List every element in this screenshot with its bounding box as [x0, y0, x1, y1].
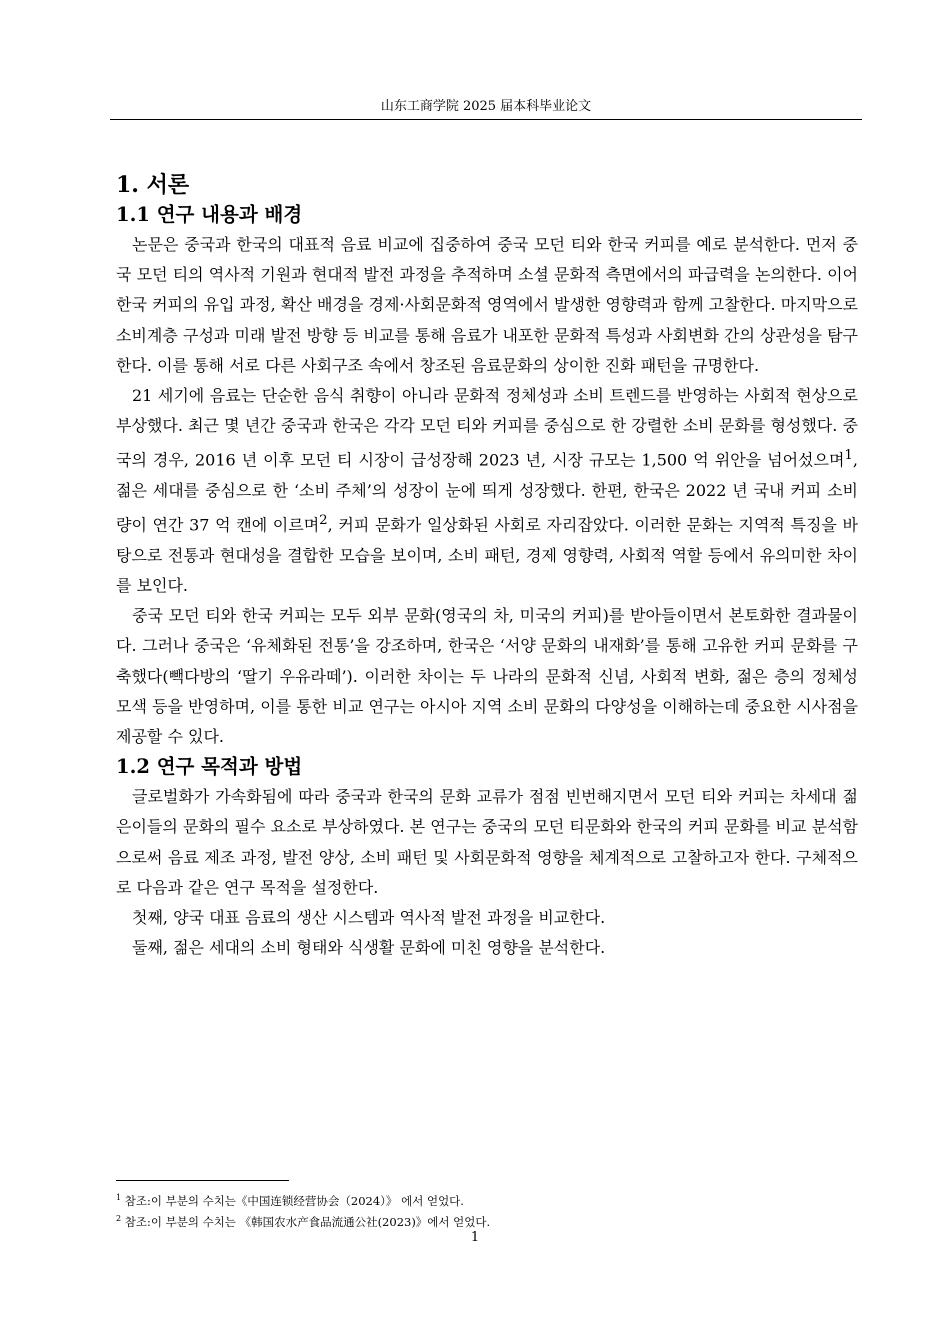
- footnote-mark-2: 2: [116, 1213, 122, 1223]
- footnote-text: 참조:이 부분의 수치는 《韩国农水产食品流通公社(2023)》에서 얻었다.: [124, 1214, 491, 1229]
- paragraph-1-1-2: [116, 381, 858, 601]
- footnote-text: 참조:이 부분의 수치는《中国连锁经营协会（2024）》 에서 얻었다.: [124, 1193, 464, 1208]
- header-rule: [110, 119, 862, 120]
- footnote-2: [116, 1210, 858, 1231]
- paragraph-1-2-1: 글로벌화가 가속화됨에 따라 중국과 한국의 문화 교류가 점점 빈번해지면서 모던 티와 커피는 차세대 젊은이들의 문화의 필수 요소로 부상하였다. 본 연구는 중국의 모던 티문화와 한국의 커피 문화를 비교 분석함으로써 음료 제조 과정, 발전 양상, 소비 패턴 및 사회문화적 영향을 체계적으로 고찰하고자 한다. 구체적으로 다음과 같은 연구 목적을 설정한다.: [116, 787, 858, 897]
- footnote-ref-1: 1: [844, 448, 853, 464]
- paragraph-text: 21 세기에 음료는 단순한 음식 취향이 아니라 문화적 정체성과 소비 트렌드를 반영하는 사회적 현상으로 부상했다. 최근 몇 년간 중국과 한국은 각각 모던 티와 커피를 중심으로 한 강렬한 소비 문화를 형성했다. 중국의 경우, 2016 년 이후 모던 티 시장이 급성장해 2023 년, 시장 규모는 1,500 억 위안을 넘어섰으며: [116, 386, 858, 470]
- paragraph-1-2-3: 둘째, 젊은 세대의 소비 형태와 식생활 문화에 미친 영향을 분석한다.: [132, 938, 606, 958]
- section-title: 1. 서론: [116, 172, 190, 198]
- footnote-ref-2: 2: [319, 513, 328, 529]
- footnotes: [116, 1189, 858, 1231]
- paragraph-text: , 젊은 세대를 중심으로 한 ‘소비 주체’의 성장이 눈에 띄게 성장했다. 한편, 한국은 2022 년 국내 커피 소비량이 연간 37 억 캔에 이르며: [116, 450, 858, 535]
- paragraph-1-1-1: 논문은 중국과 한국의 대표적 음료 비교에 집중하여 중국 모던 티와 한국 커피를 예로 분석한다. 먼저 중국 모던 티의 역사적 기원과 현대적 발전 과정을 추적하며 소셜 문화적 측면에서의 파급력을 논의한다. 이어 한국 커피의 유입 과정, 확산 배경을 경제·사회문화적 영역에서 발생한 영향력과 함께 고찰한다. 마지막으로 소비계층 구성과 미래 발전 방향 등 비교를 통해 음료가 내포한 문화적 특성과 사회변화 간의 상관성을 탐구한다. 이를 통해 서로 다른 사회구조 속에서 창조된 음료문화의 상이한 진화 패턴을 규명한다.: [116, 235, 858, 375]
- paragraph-text: , 커피 문화가 일상화된 사회로 자리잡았다. 이러한 문화는 지역적 특징을 바탕으로 전통과 현대성을 결합한 모습을 보이며, 소비 패턴, 경제 영향력, 사회적 역할 등에서 유의미한 차이를 보인다.: [116, 515, 858, 595]
- subsection-title-1-1: 1.1 연구 내용과 배경: [116, 203, 303, 226]
- footnote-mark-1: 1: [116, 1193, 122, 1202]
- paragraph-1-2-2: 첫째, 양국 대표 음료의 생산 시스템과 역사적 발전 과정을 비교한다.: [132, 907, 606, 927]
- page-number: 1: [470, 1230, 480, 1245]
- footnote-rule: [116, 1180, 289, 1181]
- main-body: [116, 170, 858, 963]
- subsection-title-1-2: 1.2 연구 목적과 방법: [116, 755, 303, 779]
- paragraph-1-1-3: 중국 모던 티와 한국 커피는 모두 외부 문화(영국의 차, 미국의 커피)를 받아들이면서 본토화한 결과물이다. 그러나 중국은 ‘유체화된 전통’을 강조하며, 한국은 ‘서양 문화의 내재화’를 통해 고유한 커피 문화를 구축했다(빽다방의 ‘딸기 우유라떼’). 이러한 차이는 두 나라의 문화적 신념, 사회적 변화, 젊은 층의 정체성 모색 등을 반영하며, 이를 통한 비교 연구는 아시아 지역 소비 문화의 다양성을 이해하는데 중요한 시사점을 제공할 수 있다.: [116, 606, 858, 746]
- running-header: 山东工商学院 2025 届本科毕业论文: [380, 99, 592, 114]
- footnote-1: [116, 1189, 858, 1210]
